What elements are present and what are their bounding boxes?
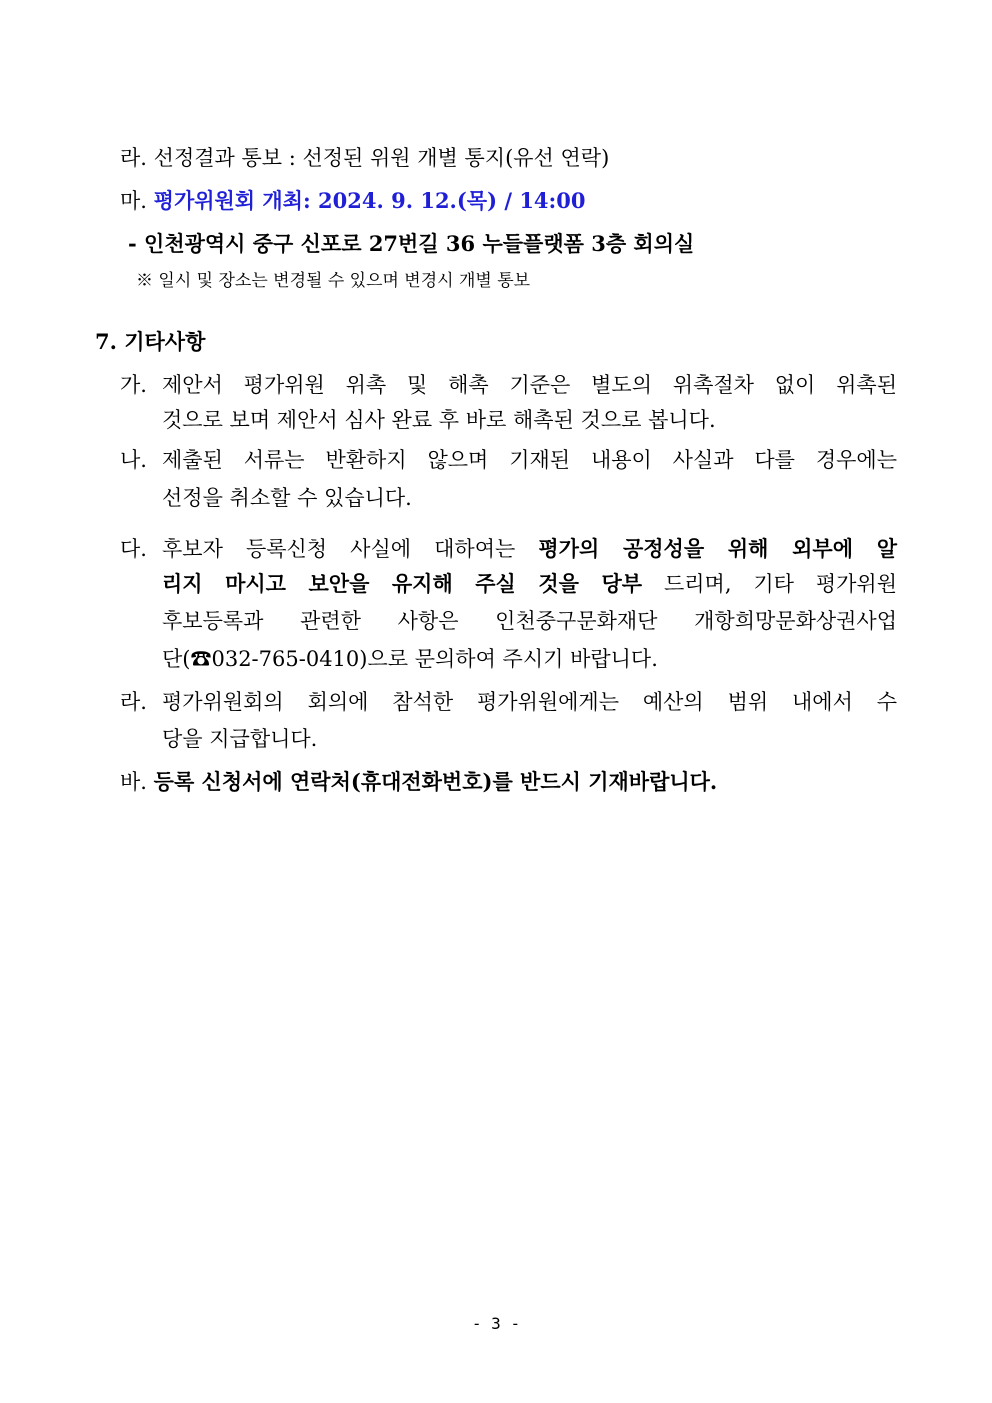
item-marker: 바. [120,770,147,794]
item-text: 선정결과 통보 : 선정된 위원 개별 통지(유선 연락) [153,146,610,170]
item-ga-line1: 제안서 평가위원 위촉 및 해촉 기준은 별도의 위촉절차 없이 위촉된 [162,373,897,397]
item-marker: 라. [120,146,147,170]
item-da-line4: 단(☎032-765-0410)으로 문의하여 주시기 바랍니다. [162,647,658,671]
da-line2-bold: 리지 마시고 보안을 유지해 주실 것을 당부 [162,571,643,596]
item-ga-line2: 것으로 보며 제안서 심사 완료 후 바로 해촉된 것으로 봅니다. [162,408,716,432]
item-marker: 마. [120,189,147,213]
item-ra-marker: 라. [120,690,147,714]
item-na-marker: 나. [120,448,147,472]
item-na-line2: 선정을 취소할 수 있습니다. [162,486,412,510]
item-na-line1: 제출된 서류는 반환하지 않으며 기재된 내용이 사실과 다를 경우에는 [162,448,897,472]
item-ra-line1: 평가위원회의 회의에 참석한 평가위원에게는 예산의 범위 내에서 수 [162,690,897,714]
meeting-note: ※ 일시 및 장소는 변경될 수 있으며 변경시 개별 통보 [136,271,531,291]
meeting-label: 평가위원회 개최 [153,188,303,213]
item-ga-marker: 가. [120,373,147,397]
da-line1-bold: 평가의 공정성을 위해 외부에 알 [538,536,897,561]
section-heading: 7. 기타사항 [95,329,206,354]
item-ma-committee-meeting [120,187,586,215]
item-da-line1 [162,535,897,563]
meeting-datetime: : 2024. 9. 12.(목) / 14:00 [302,188,586,213]
item-ra-selection-notice [120,144,609,172]
item-da-line3: 후보등록과 관련한 사항은 인천중구문화재단 개항희망문화상권사업 [162,609,897,633]
item-ra-line2: 당을 지급합니다. [162,727,318,751]
item-da-marker: 다. [120,537,147,561]
da-line1-plain: 후보자 등록신청 사실에 대하여는 [162,537,539,561]
item-ba [120,768,717,796]
item-text: 등록 신청서에 연락처(휴대전화번호)를 반드시 기재바랍니다. [153,769,718,794]
meeting-location: - 인천광역시 중구 신포로 27번길 36 누들플랫폼 3층 회의실 [128,231,695,256]
item-da-line2 [162,570,897,598]
da-line2-plain: 드리며, 기타 평가위원 [642,572,897,596]
page-number: - 3 - [471,1314,521,1333]
